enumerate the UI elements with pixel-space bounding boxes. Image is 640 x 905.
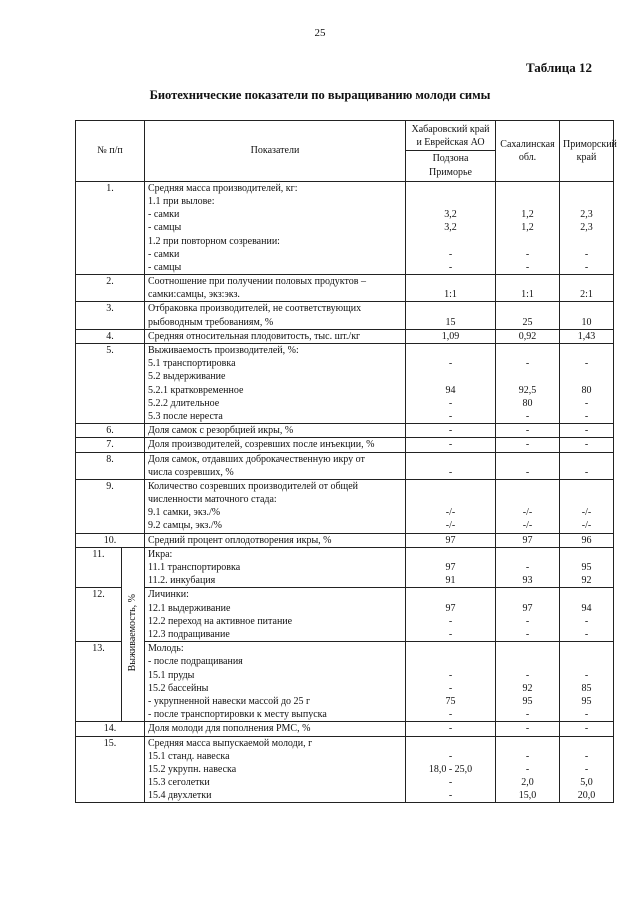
value-line: - xyxy=(448,248,453,260)
value-line xyxy=(407,548,494,561)
value-line: 15,0 xyxy=(518,790,537,802)
indicator-line: 15.2 бассейны xyxy=(148,682,209,694)
value-line: 92 xyxy=(522,682,533,694)
value-line xyxy=(497,737,558,750)
row-number: 10. xyxy=(76,533,145,547)
indicator-line: 5.1 транспортировка xyxy=(148,358,236,370)
table-row xyxy=(76,275,614,302)
indicator-line: Средняя масса производителей, кг: xyxy=(148,182,298,194)
value-sakhalin xyxy=(496,329,560,343)
value-line xyxy=(497,370,558,383)
value-line: -/- xyxy=(522,507,533,519)
value-khabarovsk xyxy=(406,533,496,547)
table-row xyxy=(76,642,614,722)
row-indicator xyxy=(145,181,406,274)
value-line: 97 xyxy=(445,534,456,546)
value-sakhalin xyxy=(496,302,560,329)
indicator-line: - самцы xyxy=(148,222,182,234)
value-sakhalin xyxy=(496,275,560,302)
value-line: - xyxy=(525,248,530,260)
value-spacer xyxy=(561,275,612,288)
header-primorsky-line: край xyxy=(576,151,597,163)
table-row xyxy=(76,344,614,424)
value-line: - xyxy=(448,261,453,273)
row-number: 4. xyxy=(76,329,145,343)
value-line: - xyxy=(448,750,453,762)
indicator-line: 15.3 сеголетки xyxy=(148,777,210,789)
table-label: Таблица 12 xyxy=(525,60,592,75)
value-line xyxy=(407,642,494,655)
value-line: -/- xyxy=(522,520,533,532)
value-line xyxy=(407,480,494,493)
value-khabarovsk xyxy=(406,275,496,302)
value-spacer xyxy=(497,302,558,315)
row-indicator xyxy=(145,533,406,547)
value-line: - xyxy=(584,466,589,478)
value-primorsky xyxy=(560,642,614,722)
value-line: 96 xyxy=(581,534,592,546)
indicator-line: Доля самок с резорбцией икры, % xyxy=(148,425,294,437)
indicator-line: 11.1 транспортировка xyxy=(148,562,241,574)
value-line xyxy=(407,195,494,208)
value-line: 5,0 xyxy=(580,777,593,789)
value-line: - xyxy=(525,629,530,640)
value-primorsky xyxy=(560,181,614,274)
row-number: 11. xyxy=(76,547,122,588)
value-line xyxy=(561,493,612,506)
value-spacer xyxy=(561,302,612,315)
header-sakhalin-line: обл. xyxy=(518,151,537,163)
value-line: 1:1 xyxy=(444,289,457,301)
table-row xyxy=(76,736,614,803)
value-line: - xyxy=(525,439,530,451)
value-line xyxy=(561,737,612,750)
value-line: 25 xyxy=(522,316,533,328)
header-primorsky xyxy=(560,121,617,182)
value-khabarovsk xyxy=(406,181,496,274)
indicator-line: самки:самцы, экз:экз. xyxy=(148,289,240,301)
value-spacer xyxy=(497,453,558,466)
value-line: - xyxy=(584,397,589,409)
indicator-line: 15.1 пруды xyxy=(148,669,195,681)
indicator-line: 12.3 подращивание xyxy=(148,629,230,640)
indicator-line: Средний процент оплодотворения икры, % xyxy=(148,534,332,546)
value-primorsky xyxy=(560,533,614,547)
value-line xyxy=(561,548,612,561)
header-khabarovsk-line: Хабаровский край xyxy=(411,124,490,135)
value-line xyxy=(561,235,612,248)
value-line xyxy=(561,344,612,357)
value-sakhalin xyxy=(496,722,560,736)
value-sakhalin xyxy=(496,438,560,452)
value-primorsky xyxy=(560,424,614,438)
value-line xyxy=(561,182,612,195)
value-line: 0,92 xyxy=(518,330,537,342)
value-line xyxy=(561,588,612,601)
value-line xyxy=(497,235,558,248)
row-number: 13. xyxy=(76,642,122,722)
value-line xyxy=(561,642,612,655)
indicator-line: Молодь: xyxy=(148,643,184,655)
indicator-line: Икра: xyxy=(148,548,173,560)
table-row xyxy=(76,547,614,588)
indicator-line: численности маточного стада: xyxy=(148,494,277,506)
value-primorsky xyxy=(560,329,614,343)
value-line: - xyxy=(584,629,589,640)
value-line: - xyxy=(584,439,589,451)
header-primorsky-line: Приморский xyxy=(563,138,617,150)
indicator-line: Доля производителей, созревших после инъекции, % xyxy=(148,439,375,451)
value-line: 2,3 xyxy=(580,222,593,234)
table-row xyxy=(76,438,614,452)
value-line xyxy=(497,588,558,601)
value-line: 1,43 xyxy=(577,330,596,342)
value-line xyxy=(407,344,494,357)
row-number: 1. xyxy=(76,181,145,274)
value-line: - xyxy=(584,410,589,422)
value-sakhalin xyxy=(496,344,560,424)
value-line: - xyxy=(448,358,453,370)
value-spacer xyxy=(561,453,612,466)
table-body xyxy=(76,181,614,803)
value-line: - xyxy=(525,562,530,574)
value-line: 2:1 xyxy=(580,289,593,301)
indicator-line: 11.2. инкубация xyxy=(148,575,216,587)
row-indicator xyxy=(145,424,406,438)
row-number: 14. xyxy=(76,722,145,736)
value-line: 97 xyxy=(522,534,533,546)
value-line xyxy=(497,493,558,506)
value-line: - xyxy=(525,261,530,273)
value-line: 94 xyxy=(581,602,592,614)
value-line xyxy=(497,655,558,668)
header-khabarovsk-line: и Еврейская АО xyxy=(416,137,485,149)
value-line xyxy=(561,655,612,668)
value-primorsky xyxy=(560,452,614,479)
value-sakhalin xyxy=(496,452,560,479)
table-row xyxy=(76,533,614,547)
table-row xyxy=(76,302,614,329)
value-primorsky xyxy=(560,547,614,588)
indicator-line: Личинки: xyxy=(148,589,189,601)
value-line: 92 xyxy=(581,575,592,587)
value-line xyxy=(561,370,612,383)
value-line: 97 xyxy=(522,602,533,614)
value-line: 95 xyxy=(581,562,592,574)
value-line: - xyxy=(584,425,589,437)
value-primorsky xyxy=(560,344,614,424)
value-line: -/- xyxy=(445,520,456,532)
value-khabarovsk xyxy=(406,722,496,736)
value-primorsky xyxy=(560,588,614,642)
value-sakhalin xyxy=(496,181,560,274)
row-indicator xyxy=(145,329,406,343)
indicator-line: 1.2 при повторном созревании: xyxy=(148,235,280,247)
value-line xyxy=(407,588,494,601)
value-khabarovsk xyxy=(406,302,496,329)
row-number: 3. xyxy=(76,302,145,329)
value-line xyxy=(497,182,558,195)
value-sakhalin xyxy=(496,533,560,547)
indicator-line: 5.2.2 длительное xyxy=(148,397,220,409)
table-row xyxy=(76,424,614,438)
value-line: 93 xyxy=(522,575,533,587)
indicator-line: - после подращивания xyxy=(148,656,243,668)
value-khabarovsk xyxy=(406,344,496,424)
row-number: 12. xyxy=(76,588,122,642)
value-line: 75 xyxy=(445,695,456,707)
value-sakhalin xyxy=(496,547,560,588)
page-number: 25 xyxy=(314,27,326,39)
value-line: 20,0 xyxy=(577,790,596,802)
value-line: - xyxy=(525,669,530,681)
value-spacer xyxy=(407,302,494,315)
value-line: 94 xyxy=(445,384,456,396)
indicator-line: 9.2 самцы, экз./% xyxy=(148,520,222,532)
value-line: 95 xyxy=(522,695,533,707)
indicator-line: - самцы xyxy=(148,261,182,273)
value-line: - xyxy=(584,261,589,273)
value-sakhalin xyxy=(496,588,560,642)
value-khabarovsk xyxy=(406,642,496,722)
value-line: - xyxy=(584,763,589,775)
value-line: 80 xyxy=(581,384,592,396)
value-sakhalin xyxy=(496,424,560,438)
value-line: - xyxy=(584,723,589,735)
value-line: - xyxy=(584,709,589,721)
value-line: 91 xyxy=(445,575,456,587)
value-line: 85 xyxy=(581,682,592,694)
value-line: 15 xyxy=(445,316,456,328)
header-sakhalin xyxy=(496,121,560,182)
value-line: 18,0 - 25,0 xyxy=(428,763,473,775)
value-line: 2,3 xyxy=(580,209,593,221)
row-number: 15. xyxy=(76,736,145,803)
value-khabarovsk xyxy=(406,438,496,452)
row-indicator xyxy=(145,438,406,452)
indicator-line: 12.2 переход на активное питание xyxy=(148,615,293,627)
value-khabarovsk xyxy=(406,329,496,343)
indicator-line: - укрупненной навески массой до 25 г xyxy=(148,695,311,707)
value-line xyxy=(497,642,558,655)
header-subzone-line: Приморье xyxy=(429,166,472,178)
survival-vertical-label xyxy=(122,547,145,721)
value-line: -/- xyxy=(445,507,456,519)
value-line: - xyxy=(525,410,530,422)
value-primorsky xyxy=(560,275,614,302)
row-indicator xyxy=(145,547,406,588)
indicators-table xyxy=(75,120,617,803)
value-line: - xyxy=(584,358,589,370)
value-line xyxy=(497,195,558,208)
row-indicator xyxy=(145,642,406,722)
row-number: 9. xyxy=(76,479,145,533)
indicator-line: 15.4 двухлетки xyxy=(148,790,212,802)
value-spacer xyxy=(407,453,494,466)
value-line: - xyxy=(448,466,453,478)
row-indicator xyxy=(145,479,406,533)
value-line: - xyxy=(448,682,453,694)
header-khabarovsk xyxy=(406,121,496,182)
value-line xyxy=(497,344,558,357)
indicator-line: 9.1 самки, экз./% xyxy=(148,507,221,519)
table-row xyxy=(76,722,614,736)
header-num: № п/п xyxy=(76,121,145,182)
value-line xyxy=(407,493,494,506)
value-khabarovsk xyxy=(406,479,496,533)
row-indicator xyxy=(145,344,406,424)
value-line: - xyxy=(448,723,453,735)
value-line xyxy=(407,182,494,195)
table-row xyxy=(76,452,614,479)
value-line: - xyxy=(448,669,453,681)
table-row xyxy=(76,181,614,274)
table-row xyxy=(76,479,614,533)
indicator-line: Выживаемость производителей, %: xyxy=(148,345,299,357)
value-khabarovsk xyxy=(406,547,496,588)
value-line: - xyxy=(525,709,530,721)
row-indicator xyxy=(145,302,406,329)
row-indicator xyxy=(145,275,406,302)
indicator-line: Доля самок, отдавших доброкачественную икру от xyxy=(148,453,365,465)
row-number: 2. xyxy=(76,275,145,302)
indicator-line: 15.1 станд. навеска xyxy=(148,750,230,762)
indicator-line: Средняя относительная плодовитость, тыс. шт./кг xyxy=(148,330,361,342)
indicator-line: 1.1 при вылове: xyxy=(148,195,215,207)
value-primorsky xyxy=(560,479,614,533)
value-line: - xyxy=(448,790,453,802)
value-line: - xyxy=(448,425,453,437)
indicator-line: Средняя масса выпускаемой молоди, г xyxy=(148,737,313,749)
value-line: 10 xyxy=(581,316,592,328)
value-line xyxy=(561,195,612,208)
survival-vertical-text: Выживаемость, % xyxy=(127,593,139,672)
value-line: 80 xyxy=(522,397,533,409)
indicator-line: Соотношение при получении половых продуктов – xyxy=(148,276,366,288)
value-line: - xyxy=(525,358,530,370)
value-line xyxy=(407,737,494,750)
value-sakhalin xyxy=(496,479,560,533)
table-row xyxy=(76,588,614,642)
value-primorsky xyxy=(560,302,614,329)
value-line: 1,2 xyxy=(521,209,534,221)
value-line: - xyxy=(448,777,453,789)
value-line: 3,2 xyxy=(444,209,457,221)
row-number: 7. xyxy=(76,438,145,452)
value-line: 1,09 xyxy=(441,330,460,342)
value-line: - xyxy=(448,709,453,721)
indicator-line: 15.2 укрупн. навеска xyxy=(148,763,237,775)
value-line: 3,2 xyxy=(444,222,457,234)
value-line: - xyxy=(584,248,589,260)
value-primorsky xyxy=(560,438,614,452)
value-khabarovsk xyxy=(406,452,496,479)
value-khabarovsk xyxy=(406,588,496,642)
value-line: 1:1 xyxy=(521,289,534,301)
row-indicator xyxy=(145,452,406,479)
value-spacer xyxy=(497,275,558,288)
indicator-line: числа созревших, % xyxy=(148,466,234,478)
value-sakhalin xyxy=(496,642,560,722)
value-line: 92,5 xyxy=(518,384,537,396)
value-line: - xyxy=(525,763,530,775)
value-line: - xyxy=(448,615,453,627)
row-indicator xyxy=(145,722,406,736)
value-line: 1,2 xyxy=(521,222,534,234)
value-line: -/- xyxy=(581,507,592,519)
row-number: 6. xyxy=(76,424,145,438)
value-line: - xyxy=(448,397,453,409)
table-row xyxy=(76,329,614,343)
value-line xyxy=(497,548,558,561)
value-line: -/- xyxy=(581,520,592,532)
value-line: 95 xyxy=(581,695,592,707)
value-line: - xyxy=(584,669,589,681)
value-spacer xyxy=(407,275,494,288)
value-line: - xyxy=(525,723,530,735)
value-line: - xyxy=(525,750,530,762)
indicator-line: - после транспортировки к месту выпуска xyxy=(148,709,327,721)
value-line: - xyxy=(584,750,589,762)
value-line: - xyxy=(525,466,530,478)
value-line: 97 xyxy=(445,562,456,574)
indicator-line: - самки xyxy=(148,248,180,260)
value-line: - xyxy=(525,615,530,627)
table-title: Биотехнические показатели по выращиванию молоди симы xyxy=(149,88,491,102)
value-line: - xyxy=(525,425,530,437)
value-line: - xyxy=(448,629,453,640)
value-line: - xyxy=(448,439,453,451)
header-sakhalin-line: Сахалинская xyxy=(500,138,555,150)
value-primorsky xyxy=(560,736,614,803)
value-line xyxy=(561,480,612,493)
indicator-line: - самки xyxy=(148,209,180,221)
row-number: 8. xyxy=(76,452,145,479)
indicator-line: 5.3 после нереста xyxy=(148,410,223,422)
value-line xyxy=(407,655,494,668)
indicator-line: Отбраковка производителей, не соответствующих xyxy=(148,303,362,315)
indicator-line: рыбоводным требованиям, % xyxy=(148,316,274,328)
indicator-line: 5.2.1 кратковременное xyxy=(148,384,244,396)
value-line: - xyxy=(448,410,453,422)
indicator-line: 5.2 выдерживание xyxy=(148,371,226,383)
indicator-line: Количество созревших производителей от общей xyxy=(148,480,359,492)
value-line xyxy=(497,480,558,493)
value-line: 2,0 xyxy=(521,777,534,789)
value-line: 97 xyxy=(445,602,456,614)
value-khabarovsk xyxy=(406,424,496,438)
header-indicators: Показатели xyxy=(145,121,406,182)
value-line: - xyxy=(584,615,589,627)
value-khabarovsk xyxy=(406,736,496,803)
indicator-line: Доля молоди для пополнения РМС, % xyxy=(148,723,311,735)
value-sakhalin xyxy=(496,736,560,803)
value-primorsky xyxy=(560,722,614,736)
header-subzone-line: Подзона xyxy=(432,153,469,165)
value-line xyxy=(407,370,494,383)
row-indicator xyxy=(145,736,406,803)
value-line xyxy=(407,235,494,248)
row-number: 5. xyxy=(76,344,145,424)
row-indicator xyxy=(145,588,406,642)
indicator-line: 12.1 выдерживание xyxy=(148,602,231,614)
